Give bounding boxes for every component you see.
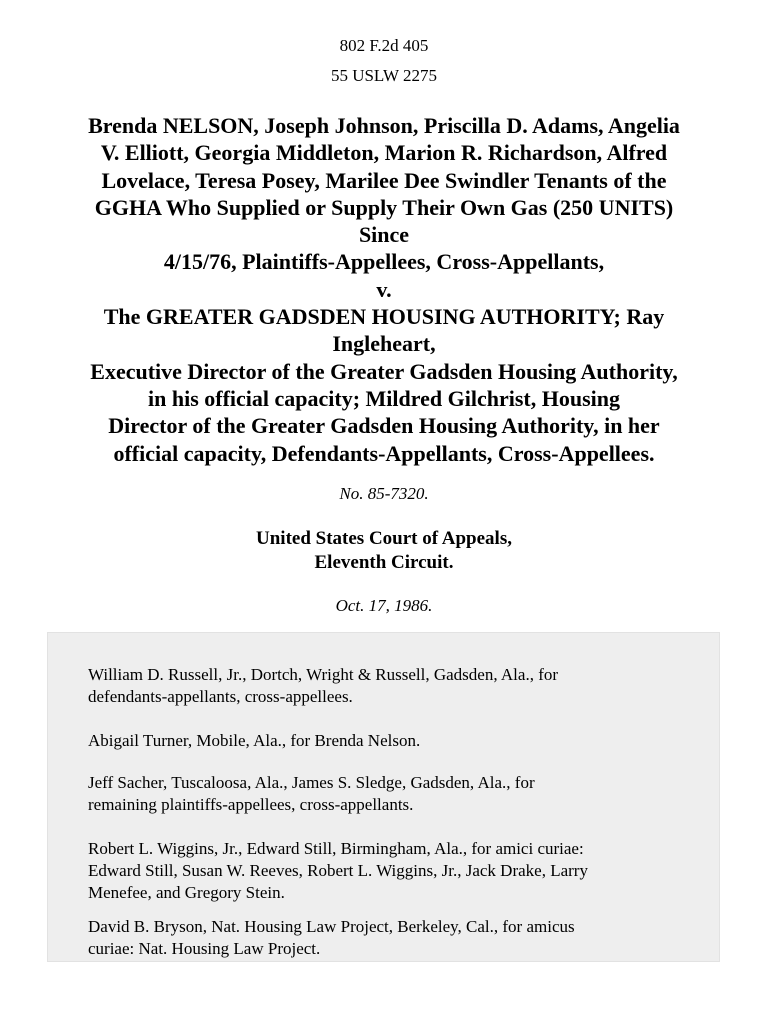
counsel-entry: [88, 838, 708, 904]
counsel-box: [47, 632, 720, 962]
counsel-entry: [88, 916, 708, 960]
counsel-line: Robert L. Wiggins, Jr., Edward Still, Birmingham, Ala., for amici curiae:: [88, 839, 584, 858]
counsel-line: David B. Bryson, Nat. Housing Law Project, Berkeley, Cal., for amicus: [88, 917, 575, 936]
docket-number: No. 85-7320.: [339, 484, 429, 503]
caption-line: The GREATER GADSDEN HOUSING AUTHORITY; Ray: [103, 304, 665, 330]
caption-line: Director of the Greater Gadsden Housing Authority, in her: [108, 413, 660, 439]
caption-line: Lovelace, Teresa Posey, Marilee Dee Swindler Tenants of the: [101, 167, 667, 193]
counsel-entry: [88, 772, 708, 816]
court-name: [0, 527, 768, 575]
caption-line: Brenda NELSON, Joseph Johnson, Priscilla D. Adams, Angelia: [88, 113, 680, 138]
caption-line: Executive Director of the Greater Gadsden Housing Authority,: [90, 358, 678, 384]
caption-line: 4/15/76, Plaintiffs-Appellees, Cross-Appellants,: [163, 249, 605, 275]
caption-line: Ingleheart,: [332, 331, 436, 357]
decision-date: Oct. 17, 1986.: [335, 596, 433, 615]
counsel-line: Menefee, and Gregory Stein.: [88, 883, 285, 902]
counsel-line: defendants-appellants, cross-appellees.: [88, 687, 353, 706]
caption-line: GGHA Who Supplied or Supply Their Own Gas (250 UNITS): [94, 194, 674, 220]
counsel-line: Edward Still, Susan W. Reeves, Robert L. Wiggins, Jr., Jack Drake, Larry: [88, 861, 588, 880]
counsel-entry: [88, 730, 708, 752]
case-caption: [30, 112, 738, 467]
caption-line: in his official capacity; Mildred Gilchrist, Housing: [148, 385, 620, 411]
counsel-line: Jeff Sacher, Tuscaloosa, Ala., James S. Sledge, Gadsden, Ala., for: [88, 773, 535, 792]
reporter-citation: 802 F.2d 405: [339, 36, 429, 55]
counsel-line: remaining plaintiffs-appellees, cross-appellants.: [88, 795, 414, 814]
caption-line: Since: [358, 222, 410, 248]
counsel-entry: [88, 664, 708, 708]
counsel-line: Abigail Turner, Mobile, Ala., for Brenda Nelson.: [88, 731, 421, 750]
counsel-line: William D. Russell, Jr., Dortch, Wright & Russell, Gadsden, Ala., for: [88, 665, 559, 684]
uslw-citation: 55 USLW 2275: [330, 66, 438, 85]
circuit-line: Eleventh Circuit.: [314, 552, 454, 573]
court-line: United States Court of Appeals,: [256, 528, 512, 549]
caption-line: v.: [376, 276, 392, 302]
counsel-line: curiae: Nat. Housing Law Project.: [88, 939, 321, 958]
caption-line: official capacity, Defendants-Appellants, Cross-Appellees.: [113, 440, 655, 466]
caption-line: V. Elliott, Georgia Middleton, Marion R. Richardson, Alfred: [100, 140, 668, 166]
